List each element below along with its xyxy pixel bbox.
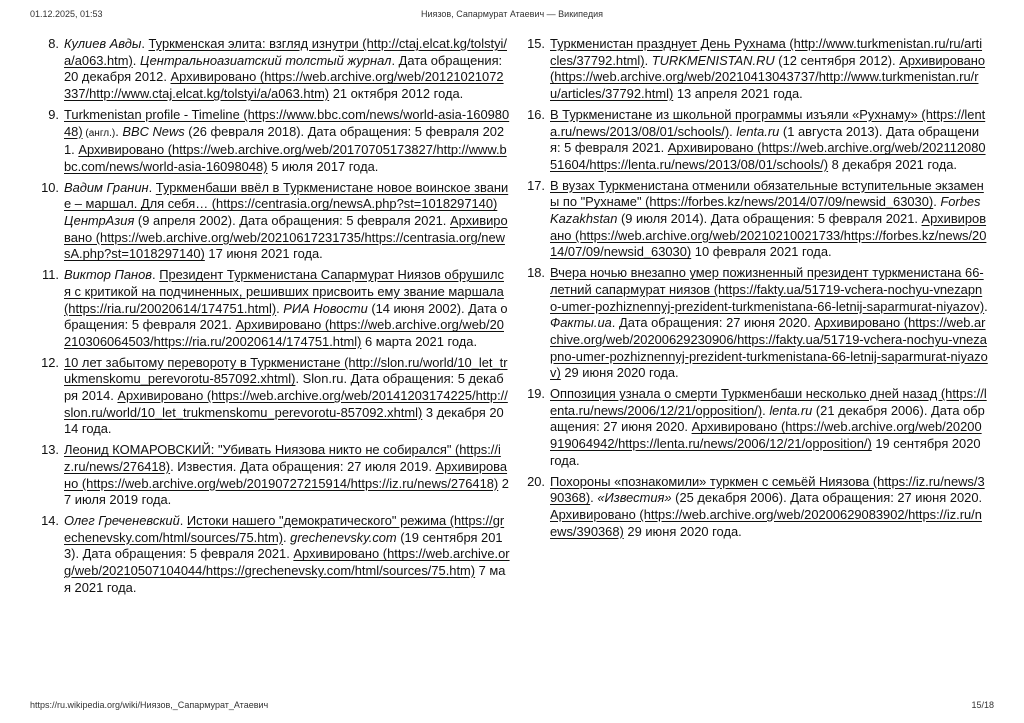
reference-segment: (14 июня 2002). Дата обращения: 5 февраля 2021. bbox=[64, 300, 508, 333]
reference-segment: 29 июня 2020 года. bbox=[560, 365, 679, 381]
reference-segment: 10 февраля 2021 года. bbox=[691, 244, 832, 260]
reference-number: 12. bbox=[41, 354, 59, 370]
reference-segment: 27 июля 2019 года. bbox=[64, 475, 509, 508]
reference-source: Виктор Панов bbox=[64, 267, 153, 283]
reference-segment: 19 сентября 2020 года. bbox=[550, 436, 981, 468]
reference-segment: (25 декабря 2006). Дата обращения: 27 июня 2020. bbox=[671, 490, 983, 506]
reference-segment: . bbox=[590, 490, 598, 506]
reference-item bbox=[512, 386, 988, 470]
reference-link[interactable]: В вузах Туркменистана отменили обязательные вступительные экзамены по "Рухнаме" (https://forbes.kz/news/2014/07/09/newsid_63030) bbox=[550, 177, 984, 210]
reference-link[interactable]: Архивировано (https://web.archive.org/web/20210507104044/https://grechenevsky.com/html/sources/75.htm) bbox=[64, 546, 510, 579]
reference-number: 15. bbox=[527, 36, 545, 51]
reference-segment: 17 июня 2021 года. bbox=[204, 246, 323, 262]
reference-link[interactable]: Архивировано (https://web.archive.org/web/20211208051604/https://lenta.ru/news/2013/08/01/schools/) bbox=[550, 140, 986, 172]
reference-segment: . bbox=[762, 402, 770, 418]
reference-segment: (26 февраля 2018). Дата обращения: 5 февраля 2021. bbox=[64, 123, 505, 158]
print-datetime: 01.12.2025, 01:53 bbox=[30, 9, 103, 19]
reference-link[interactable]: 10 лет забытому перевороту в Туркменистане (http://slon.ru/world/10_let_trukmenskomu_perevorotu-857092.xhtml) bbox=[64, 354, 508, 387]
reference-item bbox=[512, 474, 988, 541]
reference-text bbox=[550, 265, 988, 382]
reference-segment: 3 декабря 2014 года. bbox=[64, 404, 504, 437]
print-footer bbox=[30, 700, 994, 714]
reference-number: 10. bbox=[41, 179, 59, 195]
reference-source: РИА Новости bbox=[283, 300, 368, 316]
reference-segment: . bbox=[132, 52, 140, 68]
reference-segment: . Дата обращения: 27 июня 2020. bbox=[611, 315, 815, 331]
print-header bbox=[30, 9, 994, 23]
reference-link[interactable]: Туркменская элита: взгляд изнутри (http://ctaj.elcat.kg/tolstyi/a/a063.htm) bbox=[64, 36, 508, 68]
reference-segment: . bbox=[148, 179, 156, 195]
reference-link[interactable]: Архивировано (https://web.archive.org/web/20210306064503/https://ria.ru/20020614/174751.html) bbox=[64, 317, 504, 349]
reference-text bbox=[550, 36, 988, 103]
reference-text bbox=[64, 267, 510, 351]
reference-source: Вадим Гранин bbox=[64, 179, 149, 195]
reference-text bbox=[550, 107, 988, 174]
reference-source: BBC News bbox=[122, 123, 185, 139]
reference-item bbox=[26, 36, 510, 103]
reference-segment: 21 октября 2012 года. bbox=[329, 86, 464, 102]
reference-source: «Известия» bbox=[597, 490, 672, 506]
reference-source: lenta.ru bbox=[736, 123, 780, 139]
reference-segment: . Дата обращения: 20 декабря 2012. bbox=[64, 52, 503, 85]
reference-text bbox=[64, 180, 510, 264]
reference-segment: 6 марта 2021 года. bbox=[361, 333, 478, 349]
reference-link[interactable]: Архивировано (https://web.archive.org/web/20121021072337/http://www.ctaj.elcat.kg/tolstyi/a/a063.htm) bbox=[64, 69, 504, 102]
reference-segment: (1 августа 2013). Дата обращения: 5 февраля 2021. bbox=[550, 123, 980, 156]
reference-item bbox=[512, 178, 988, 262]
reference-text bbox=[64, 442, 510, 509]
reference-segment: . bbox=[115, 123, 123, 139]
reference-text bbox=[550, 386, 988, 470]
references-right-column bbox=[512, 36, 988, 544]
reference-source: ЦентрАзия bbox=[64, 213, 135, 229]
reference-number: 17. bbox=[527, 177, 545, 193]
reference-item bbox=[26, 513, 510, 597]
reference-segment: (21 декабря 2006). Дата обращения: 27 июня 2020. bbox=[550, 402, 985, 435]
reference-link[interactable]: Туркменистан празднует День Рухнама (http://www.turkmenistan.ru/ru/articles/37792.html) bbox=[550, 36, 983, 68]
reference-segment: . bbox=[179, 512, 187, 528]
reference-source: lenta.ru bbox=[769, 402, 813, 418]
reference-link[interactable]: Архивировано (https://web.archive.org/web/20210413043737/http://www.turkmenistan.ru/ru/articles/37792.html) bbox=[550, 52, 986, 102]
reference-link[interactable]: Архивировано (https://web.archive.org/web/20210210021733/https://forbes.kz/news/2014/07/09/newsid_63030) bbox=[550, 211, 987, 260]
reference-segment: 5 июля 2017 года. bbox=[267, 158, 379, 174]
reference-segment: . bbox=[152, 267, 160, 283]
reference-number: 9. bbox=[48, 106, 59, 122]
reference-link[interactable]: В Туркменистане из школьной программы изъяли «Рухнаму» (https://lenta.ru/news/2013/08/01/schools/) bbox=[550, 106, 986, 139]
reference-number: 20. bbox=[527, 473, 545, 489]
reference-number: 13. bbox=[41, 442, 59, 458]
reference-segment: . bbox=[644, 52, 652, 68]
reference-text bbox=[64, 355, 510, 439]
reference-link[interactable]: Архивировано (https://web.archive.org/web/20141203174225/http://slon.ru/world/10_let_trukmenskomu_perevorotu-857092.xhtml) bbox=[64, 388, 508, 420]
page-url: https://ru.wikipedia.org/wiki/Ниязов,_Сапармурат_Атаевич bbox=[30, 700, 269, 710]
reference-link[interactable]: Похороны «познакомили» туркмен с семьёй Ниязова (https://iz.ru/news/390368) bbox=[550, 473, 985, 506]
reference-segment: (англ.) bbox=[82, 127, 116, 139]
reference-source: Forbes Kazakhstan bbox=[550, 194, 981, 227]
reference-number: 16. bbox=[527, 106, 545, 122]
reference-number: 19. bbox=[527, 386, 545, 402]
reference-segment: (19 сентября 2013). Дата обращения: 5 февраля 2021. bbox=[64, 529, 503, 562]
reference-link[interactable]: Архивировано (https://web.archive.org/web/20190727215914/https://iz.ru/news/276418) bbox=[64, 458, 508, 491]
reference-source: Кулиев Авды bbox=[64, 36, 142, 51]
reference-source: Олег Греченевский bbox=[64, 512, 180, 528]
reference-segment: . bbox=[984, 298, 988, 314]
reference-number: 8. bbox=[48, 36, 59, 51]
reference-item bbox=[512, 265, 988, 382]
reference-link[interactable]: Архивировано (https://web.archive.org/web/20200629083902/https://iz.ru/news/390368) bbox=[550, 506, 982, 539]
reference-item bbox=[26, 267, 510, 351]
reference-segment: . bbox=[933, 194, 941, 210]
reference-link[interactable]: Архивировано (https://web.archive.org/web/20200919064942/https://lenta.ru/news/2006/12/21/opposition/) bbox=[550, 419, 982, 452]
reference-segment: (12 сентября 2012). bbox=[774, 52, 900, 68]
reference-number: 18. bbox=[527, 265, 545, 281]
reference-link[interactable]: Turkmenistan profile - Timeline (https://www.bbc.com/news/world-asia-16098048) bbox=[64, 106, 510, 139]
reference-link[interactable]: Архивировано (https://web.archive.org/web/20200629230906/https://fakty.ua/51719-vchera-nochyu-vnezapno-umer-pozhiznennyj-prezident-turkmenistana-66-letnij-saparmurat-niyazov) bbox=[550, 315, 988, 381]
page-title: Ниязов, Сапармурат Атаевич — Википедия bbox=[421, 9, 603, 19]
reference-link[interactable]: Истоки нашего "демократического" режима (https://grechenevsky.com/html/sources/75.htm) bbox=[64, 512, 505, 545]
reference-segment: (9 июля 2014). Дата обращения: 5 февраля 2021. bbox=[617, 211, 922, 227]
reference-text bbox=[64, 107, 510, 176]
reference-source: TURKMENISTAN.RU bbox=[651, 52, 775, 68]
reference-segment: 8 декабря 2021 года. bbox=[828, 156, 957, 172]
reference-link[interactable]: Оппозиция узнала о смерти Туркменбаши несколько дней назад (https://lenta.ru/news/2006/12/21/opposition/) bbox=[550, 386, 987, 418]
references-left-column bbox=[26, 36, 510, 601]
reference-number: 11. bbox=[42, 267, 59, 283]
reference-link[interactable]: Архивировано (https://web.archive.org/web/20210617231735/https://centrasia.org/newsA.php?st=1018297140) bbox=[64, 213, 508, 262]
reference-link[interactable]: Президент Туркменистана Сапармурат Ниязов обрушился с критикой на подчиненных, решивших присвоить ему звание маршала (https://ria.ru/20020614/174751.html) bbox=[64, 267, 504, 316]
reference-item bbox=[26, 355, 510, 439]
reference-segment: . bbox=[729, 123, 737, 139]
reference-text bbox=[550, 178, 988, 262]
reference-source: grechenevsky.com bbox=[290, 529, 397, 545]
reference-source: Центральноазиатский толстый журнал bbox=[139, 52, 392, 68]
reference-text bbox=[550, 474, 988, 541]
reference-text bbox=[64, 513, 510, 597]
reference-segment: (9 апреля 2002). Дата обращения: 5 февраля 2021. bbox=[134, 213, 450, 229]
reference-segment: 29 июня 2020 года. bbox=[623, 523, 742, 539]
reference-source: Факты.ua bbox=[550, 315, 612, 331]
reference-segment: . bbox=[276, 300, 284, 316]
reference-segment: . bbox=[282, 529, 291, 545]
reference-link[interactable]: Туркменбаши ввёл в Туркменистане новое воинское звание – маршал. Для себя… (https://centrasia.org/newsA.php?st=1018297140) bbox=[64, 179, 509, 212]
reference-number: 14. bbox=[41, 512, 59, 528]
reference-link[interactable]: Вчера ночью внезапно умер пожизненный президент туркменистана 66-летний сапармурат ниязов (https://fakty.ua/51719-vchera-nochyu-vnezapno-umer-pozhiznennyj-prezident-turkmenistana-66-letnij-saparmurat-niyazov) bbox=[550, 265, 985, 314]
page-number: 15/18 bbox=[971, 700, 994, 710]
reference-segment: 7 мая 2021 года. bbox=[64, 563, 506, 595]
reference-link[interactable]: Архивировано (https://web.archive.org/web/20170705173827/http://www.bbc.com/news/world-asia-16098048) bbox=[64, 142, 507, 174]
reference-item bbox=[26, 107, 510, 176]
reference-item bbox=[26, 442, 510, 509]
reference-text bbox=[64, 36, 510, 103]
reference-item bbox=[512, 107, 988, 174]
reference-item bbox=[26, 180, 510, 264]
reference-segment: . Известия. Дата обращения: 27 июля 2019. bbox=[170, 458, 436, 474]
reference-segment: . Slon.ru. Дата обращения: 5 декабря 2014. bbox=[64, 371, 504, 404]
reference-link[interactable]: Леонид КОМАРОВСКИЙ: "Убивать Ниязова никто не собирался" (https://iz.ru/news/276418) bbox=[64, 442, 501, 474]
reference-item bbox=[512, 36, 988, 103]
reference-segment: 13 апреля 2021 года. bbox=[673, 86, 803, 102]
reference-segment: . bbox=[141, 36, 149, 51]
